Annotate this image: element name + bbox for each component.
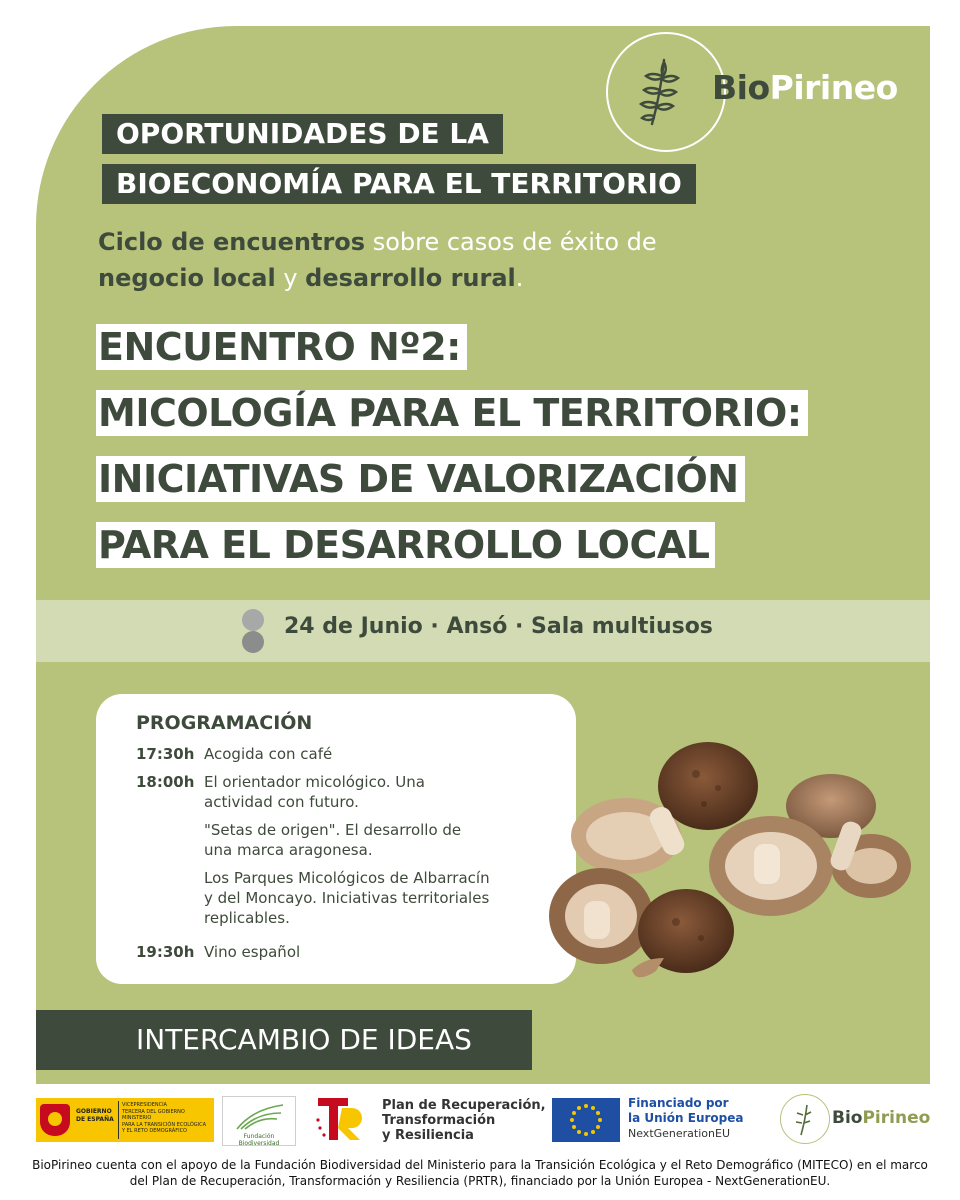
event-details: 24 de Junio · Ansó · Sala multiusos bbox=[284, 614, 713, 639]
event-band bbox=[36, 600, 930, 662]
small-brand-text: BioPirineo bbox=[832, 1108, 931, 1128]
program-desc: Acogida con café bbox=[204, 745, 333, 763]
eu-line-3: NextGenerationEU bbox=[628, 1127, 730, 1140]
logo-circle bbox=[606, 32, 726, 152]
intercambio-label: INTERCAMBIO DE IDEAS bbox=[136, 1023, 472, 1056]
gobierno-right-5: Y EL RETO DEMOGRÁFICO bbox=[122, 1128, 187, 1134]
plan-logo bbox=[312, 1094, 548, 1146]
gobierno-right-4: PARA LA TRANSICIÓN ECOLÓGICA bbox=[122, 1121, 207, 1128]
gobierno-right-1: VICEPRESIDENCIA bbox=[122, 1102, 167, 1108]
title-line-1: ENCUENTRO Nº2: bbox=[96, 324, 467, 370]
plan-line-2: Transformación bbox=[382, 1113, 496, 1128]
program-card bbox=[96, 694, 576, 984]
tr-logo-icon bbox=[312, 1094, 372, 1144]
program-desc: "Setas de origen". El desarrollo de una marca aragonesa. bbox=[204, 821, 462, 859]
fundacion-logo bbox=[222, 1096, 296, 1146]
header-line-1: OPORTUNIDADES DE LA bbox=[102, 114, 503, 154]
subtitle bbox=[98, 224, 818, 296]
eu-line-1: Financiado por bbox=[628, 1096, 729, 1110]
location-pin-icon bbox=[242, 609, 266, 653]
program-time: 18:00h bbox=[136, 773, 195, 791]
program-desc: El orientador micológico. Una actividad con futuro. bbox=[204, 773, 425, 811]
poster bbox=[36, 26, 930, 1084]
subtitle-bold-1: Ciclo de encuentros bbox=[98, 228, 366, 256]
spain-shield-icon bbox=[40, 1104, 70, 1136]
subtitle-light-2: y bbox=[275, 264, 306, 292]
subtitle-light-1: sobre casos de éxito de bbox=[365, 228, 657, 256]
eu-logo bbox=[552, 1094, 752, 1144]
intercambio-banner bbox=[36, 1010, 532, 1070]
program-heading: PROGRAMACIÓN bbox=[136, 712, 313, 734]
plan-line-3: y Resiliencia bbox=[382, 1128, 474, 1143]
gobierno-line-1: GOBIERNO bbox=[76, 1108, 112, 1115]
program-desc: Los Parques Micológicos de Albarracín y del Moncayo. Iniciativas territoriales replicables. bbox=[204, 869, 490, 927]
gobierno-right-3: MINISTERIO bbox=[122, 1115, 152, 1121]
mushrooms-illustration bbox=[536, 726, 916, 996]
program-time: 19:30h bbox=[136, 943, 195, 961]
biopirineo-small-logo bbox=[780, 1094, 930, 1146]
leaf-branch-icon bbox=[606, 32, 722, 148]
title-line-3: INICIATIVAS DE VALORIZACIÓN bbox=[96, 456, 745, 502]
footer-note: BioPirineo cuenta con el apoyo de la Fundación Biodiversidad del Ministerio para la Transición Ecológica y el Reto Demográfico (MITECO) en el marco del Plan de Recuperación, Transformación y Resiliencia (PRTR), financiado por la Unión Europea - NextGenerationEU. bbox=[32, 1158, 928, 1188]
subtitle-light-3: . bbox=[515, 264, 524, 292]
program-time: 17:30h bbox=[136, 745, 195, 763]
title-line-4: PARA EL DESARROLLO LOCAL bbox=[96, 522, 715, 568]
subtitle-bold-3: desarrollo rural bbox=[305, 264, 516, 292]
footer-logos bbox=[0, 1088, 960, 1150]
subtitle-bold-2: negocio local bbox=[98, 264, 276, 292]
header-line-2: BIOECONOMÍA PARA EL TERRITORIO bbox=[102, 164, 696, 204]
grass-icon bbox=[223, 1099, 293, 1133]
eu-line-2: la Unión Europea bbox=[628, 1111, 744, 1125]
title-line-2: MICOLOGÍA PARA EL TERRITORIO: bbox=[96, 390, 808, 436]
program-desc: Vino español bbox=[204, 943, 301, 961]
fundacion-label: Fundación Biodiversidad bbox=[238, 1133, 280, 1147]
brand-logo-text: BioPirineo bbox=[712, 68, 898, 107]
gobierno-line-2: DE ESPAÑA bbox=[76, 1116, 114, 1123]
eu-flag-icon bbox=[552, 1098, 620, 1142]
plan-line-1: Plan de Recuperación, bbox=[382, 1098, 546, 1113]
small-leaf-icon bbox=[780, 1094, 830, 1144]
gobierno-right-2: TERCERA DEL GOBIERNO bbox=[122, 1108, 185, 1115]
gobierno-logo bbox=[36, 1098, 214, 1142]
